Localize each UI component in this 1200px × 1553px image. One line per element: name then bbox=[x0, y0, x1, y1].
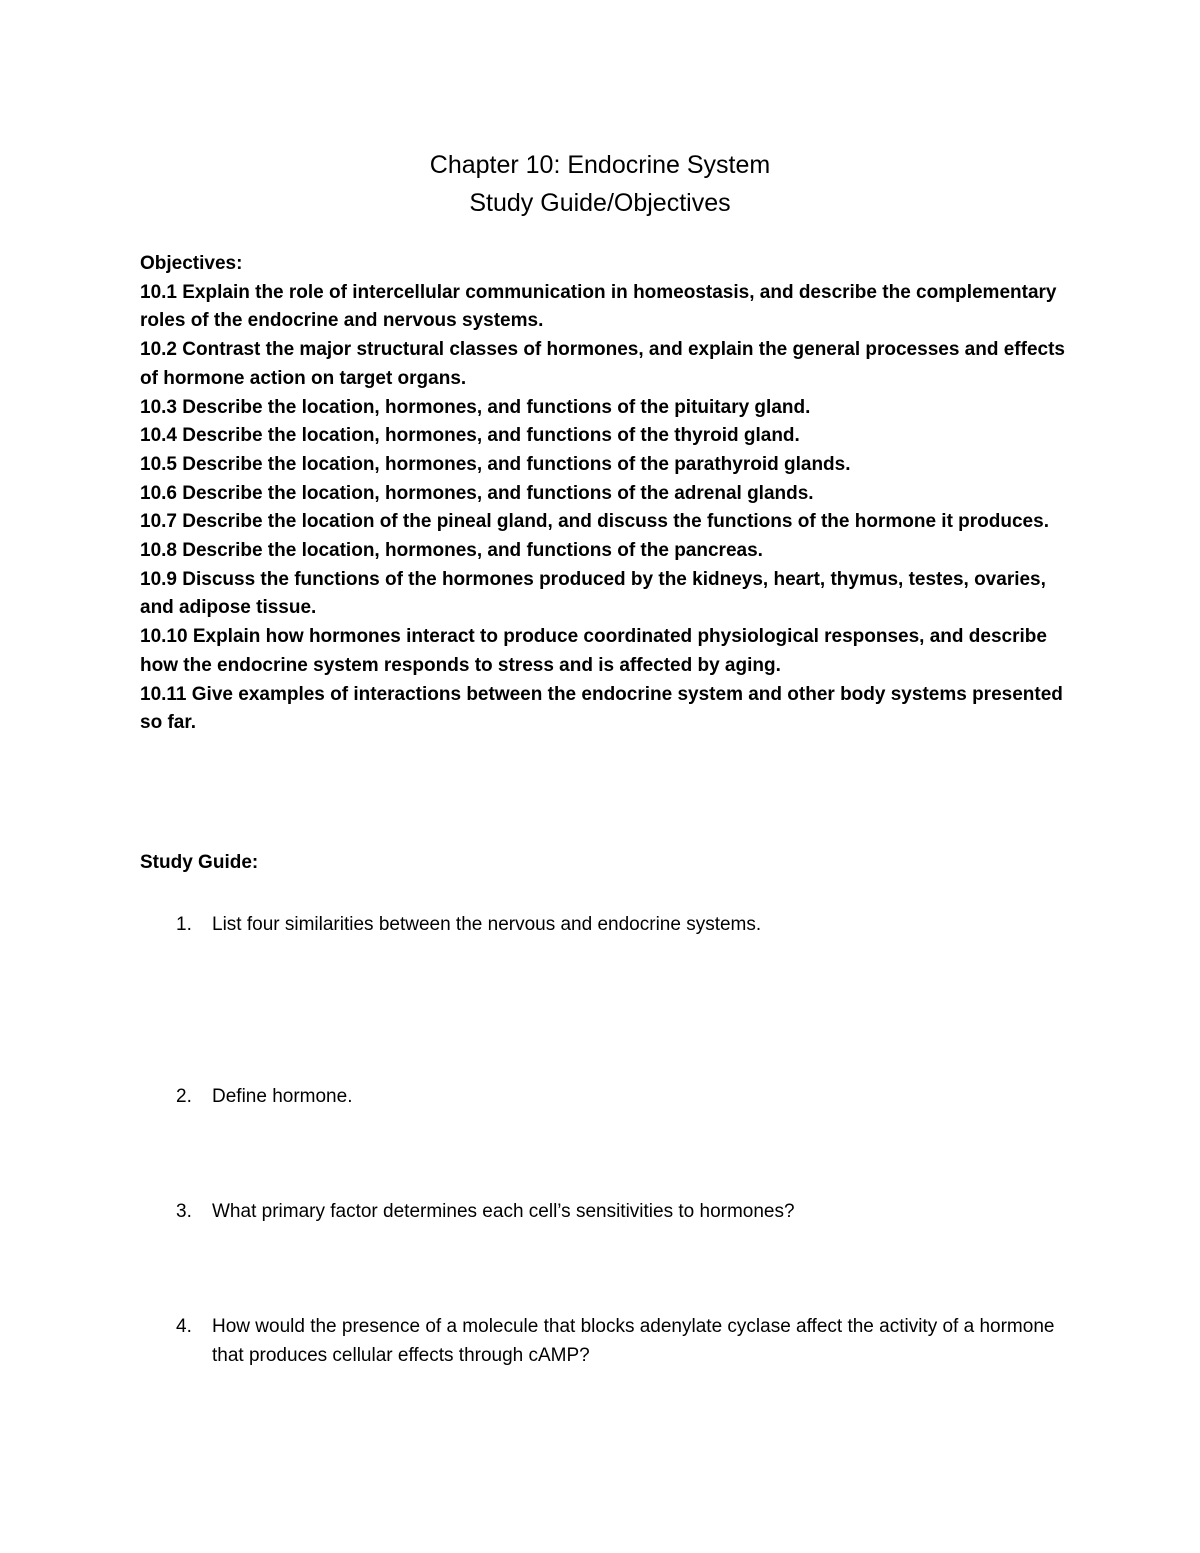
question-text: What primary factor determines each cell’s sensitivities to hormones? bbox=[212, 1201, 795, 1222]
objective-item: 10.6 Describe the location, hormones, and functions of the adrenal glands. bbox=[140, 482, 814, 504]
question-number: 3. bbox=[176, 1201, 192, 1222]
objectives-heading: Objectives: bbox=[140, 253, 243, 274]
objective-item: 10.11 Give examples of interactions between the endocrine system and other body systems presented so far. bbox=[140, 683, 1063, 734]
study-question bbox=[140, 1197, 1060, 1226]
question-number: 4. bbox=[176, 1316, 192, 1337]
study-question bbox=[140, 910, 1060, 939]
question-number: 2. bbox=[176, 1086, 192, 1107]
question-text: List four similarities between the nervous and endocrine systems. bbox=[212, 914, 762, 935]
objective-item: 10.8 Describe the location, hormones, and functions of the pancreas. bbox=[140, 540, 763, 562]
study-guide-heading: Study Guide: bbox=[140, 852, 259, 873]
objective-item: 10.5 Describe the location, hormones, and functions of the parathyroid glands. bbox=[140, 453, 851, 475]
objective-item: 10.2 Contrast the major structural classes of hormones, and explain the general processes and effects of hormone action on target organs. bbox=[140, 339, 1065, 389]
question-text: Define hormone. bbox=[212, 1086, 353, 1107]
title-block bbox=[0, 146, 1200, 222]
chapter-title: Chapter 10: Endocrine System bbox=[429, 151, 771, 179]
objective-item: 10.7 Describe the location of the pineal gland, and discuss the functions of the hormone it produces. bbox=[140, 511, 1049, 533]
objective-item: 10.4 Describe the location, hormones, and functions of the thyroid gland. bbox=[140, 425, 800, 447]
objectives-section bbox=[140, 250, 1080, 738]
objective-item: 10.3 Describe the location, hormones, and functions of the pituitary gland. bbox=[140, 396, 811, 418]
objective-item: 10.9 Discuss the functions of the hormones produced by the kidneys, heart, thymus, testes, ovaries, and adipose tissue. bbox=[140, 568, 1046, 619]
study-question bbox=[140, 1312, 1060, 1370]
document-subtitle: Study Guide/Objectives bbox=[469, 189, 731, 217]
question-text: How would the presence of a molecule that blocks adenylate cyclase affect the activity of a hormone that produces cellular effects through cAMP? bbox=[212, 1316, 1055, 1366]
objective-item: 10.10 Explain how hormones interact to produce coordinated physiological responses, and describe how the endocrine system responds to stress and is affected by aging. bbox=[140, 626, 1047, 676]
study-question bbox=[140, 1082, 1060, 1111]
question-number: 1. bbox=[176, 914, 192, 935]
objective-item: 10.1 Explain the role of intercellular communication in homeostasis, and describe the complementary roles of the endocrine and nervous systems. bbox=[140, 281, 1057, 332]
